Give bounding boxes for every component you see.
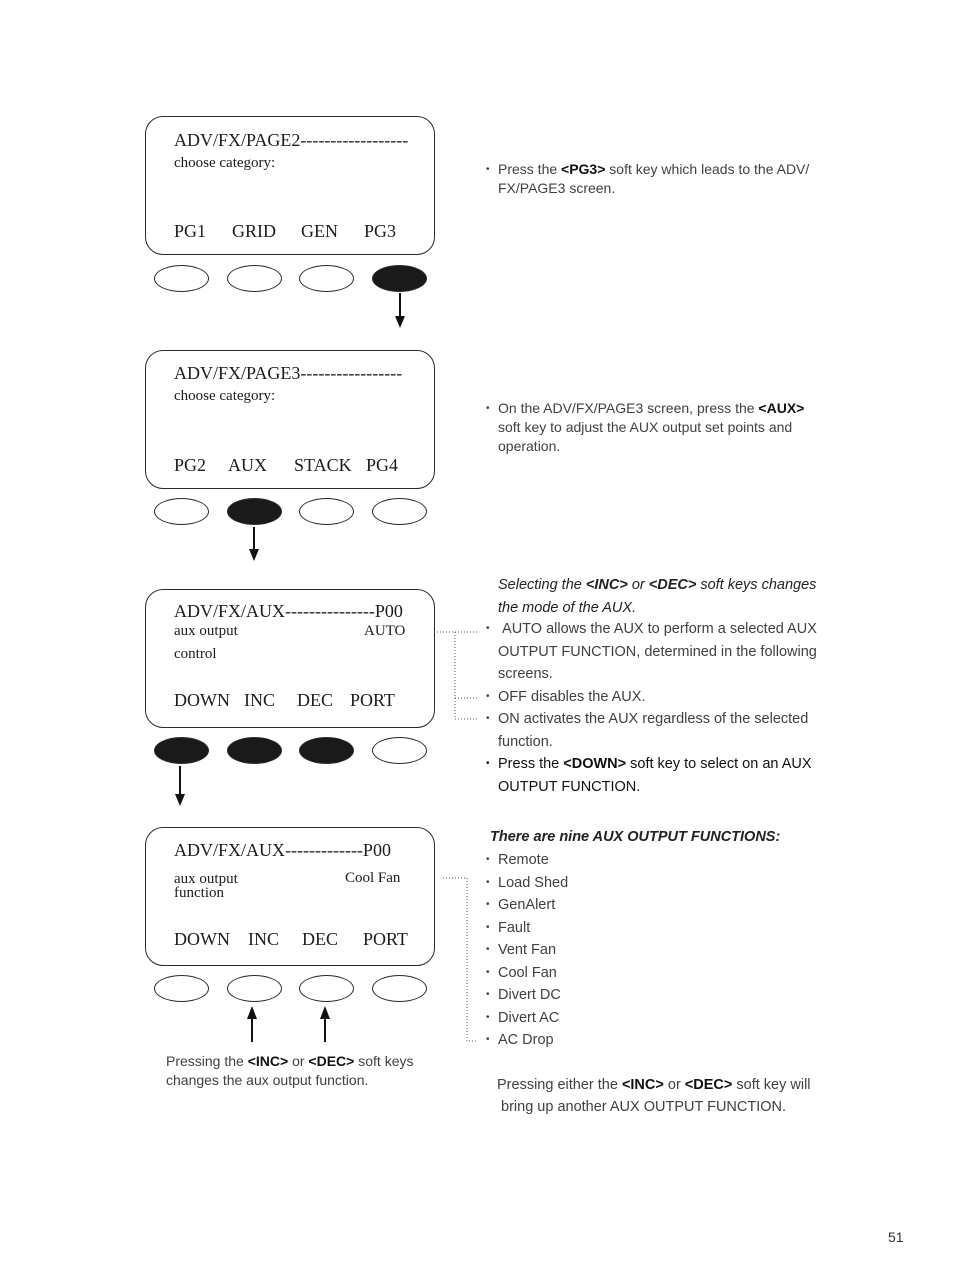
key-name-pg3: <PG3> — [561, 161, 606, 177]
text: There are nine AUX OUTPUT FUNCTIONS: — [490, 829, 781, 845]
mode-off — [486, 686, 826, 709]
instruction-pg3 — [486, 160, 826, 198]
functions-list — [486, 849, 686, 1052]
softkey-label-gen: GEN — [301, 221, 338, 241]
mode-auto — [486, 618, 826, 686]
text: changes the aux output function. — [166, 1072, 369, 1088]
text: soft keys — [354, 1053, 414, 1069]
softkey-label-pg4: PG4 — [366, 455, 399, 475]
arrow-up-icon — [247, 1006, 257, 1042]
screen-label-line2: control — [174, 646, 217, 662]
caption — [166, 1052, 413, 1090]
text: Press the — [498, 161, 562, 177]
key-name-dec: <DEC> — [684, 1077, 733, 1093]
text: operation. — [498, 438, 561, 454]
dotted-connector — [443, 878, 478, 1041]
softkey-label-pg2: PG2 — [174, 455, 207, 475]
text: bring up another AUX OUTPUT FUNCTION. — [501, 1099, 787, 1115]
text: or — [663, 1077, 685, 1093]
screen-subtitle: choose category: — [174, 388, 276, 404]
softkey-label-dec: DEC — [297, 690, 333, 710]
functions-heading — [490, 826, 780, 848]
text: OFF disables the AUX. — [498, 688, 646, 705]
key-name-inc: <INC> — [247, 1053, 289, 1069]
mode-on — [486, 708, 826, 753]
screen-subtitle: choose category: — [174, 155, 276, 171]
text: OUTPUT FUNCTION, determined in the following — [498, 643, 817, 660]
softkey-label-pg1: PG1 — [174, 221, 207, 241]
softkey-label-down: DOWN — [174, 690, 230, 710]
key-name-dec: <DEC> — [308, 1053, 355, 1069]
key-name-down: <DOWN> — [563, 756, 627, 772]
text: soft keys changes — [696, 577, 817, 593]
softkey-label-pg3: PG3 — [364, 221, 397, 241]
screen-label-line1: aux output — [174, 871, 238, 887]
screen-value: Cool Fan — [345, 870, 401, 886]
softkey-label-inc: INC — [248, 929, 279, 949]
key-name-aux: <AUX> — [758, 400, 805, 416]
softkey-label-inc: INC — [244, 690, 275, 710]
screen-title: ADV/FX/AUX-------------P00 — [174, 840, 391, 860]
text: Selecting the — [498, 577, 586, 593]
instruction-down — [486, 753, 826, 798]
screen-title: ADV/FX/PAGE3----------------- — [174, 363, 403, 383]
function-item: • Fault — [486, 917, 686, 940]
text: screens. — [498, 666, 553, 682]
screen-title: ADV/FX/PAGE2------------------ — [174, 130, 409, 150]
text: Press the — [498, 756, 564, 772]
text: function. — [498, 733, 553, 750]
text: the mode of the AUX. — [498, 599, 637, 616]
screen-value: AUTO — [364, 623, 406, 639]
function-item: • Cool Fan — [486, 962, 686, 985]
arrow-down-icon — [249, 527, 259, 561]
key-name-inc: <INC> — [621, 1077, 664, 1093]
mode-list — [486, 618, 826, 798]
instruction-bullet — [486, 399, 826, 456]
arrow-down-icon — [395, 293, 405, 328]
text: or — [288, 1053, 309, 1069]
screen-label-line1: aux output — [174, 623, 238, 639]
key-name-dec: <DEC> — [648, 577, 697, 593]
text: OUTPUT FUNCTION. — [498, 778, 641, 795]
softkey-label-down: DOWN — [174, 929, 230, 949]
function-item: • GenAlert — [486, 894, 686, 917]
text: soft key to select on an AUX — [626, 756, 812, 772]
softkey-label-grid: GRID — [232, 221, 276, 241]
functions-note — [497, 1074, 811, 1118]
function-item: • AC Drop — [486, 1029, 686, 1052]
function-item: • Divert AC — [486, 1007, 686, 1030]
text: On the ADV/FX/PAGE3 screen, press the — [498, 400, 759, 416]
text: AUTO allows the AUX to perform a selected AUX — [502, 621, 817, 637]
arrow-down-icon — [175, 766, 185, 806]
page-number: 51 — [888, 1229, 904, 1245]
softkey-label-port: PORT — [350, 690, 395, 710]
screen-label-line2: function — [174, 885, 224, 901]
text: soft key which leads to the ADV/ — [605, 161, 810, 177]
softkey-label-aux: AUX — [228, 455, 267, 475]
function-item: • Load Shed — [486, 872, 686, 895]
screen-title: ADV/FX/AUX---------------P00 — [174, 601, 403, 621]
instruction-aux — [486, 399, 826, 456]
function-item: • Divert DC — [486, 984, 686, 1007]
function-item: • Vent Fan — [486, 939, 686, 962]
arrow-up-icon — [320, 1006, 330, 1042]
function-item: • Remote — [486, 849, 686, 872]
text: FX/PAGE3 screen. — [498, 180, 616, 196]
text: soft key to adjust the AUX output set points and — [498, 419, 793, 435]
dotted-connector — [437, 632, 478, 719]
text: soft key will — [732, 1077, 811, 1093]
softkey-label-port: PORT — [363, 929, 408, 949]
text: ON activates the AUX regardless of the selected — [498, 711, 809, 727]
text: Pressing the — [166, 1053, 248, 1069]
softkey-label-dec: DEC — [302, 929, 338, 949]
instruction-bullet — [486, 160, 826, 198]
text: Pressing either the — [497, 1077, 622, 1093]
text: or — [627, 577, 649, 593]
mode-heading — [498, 574, 816, 619]
softkey-label-stack: STACK — [294, 455, 352, 475]
key-name-inc: <INC> — [585, 577, 628, 593]
